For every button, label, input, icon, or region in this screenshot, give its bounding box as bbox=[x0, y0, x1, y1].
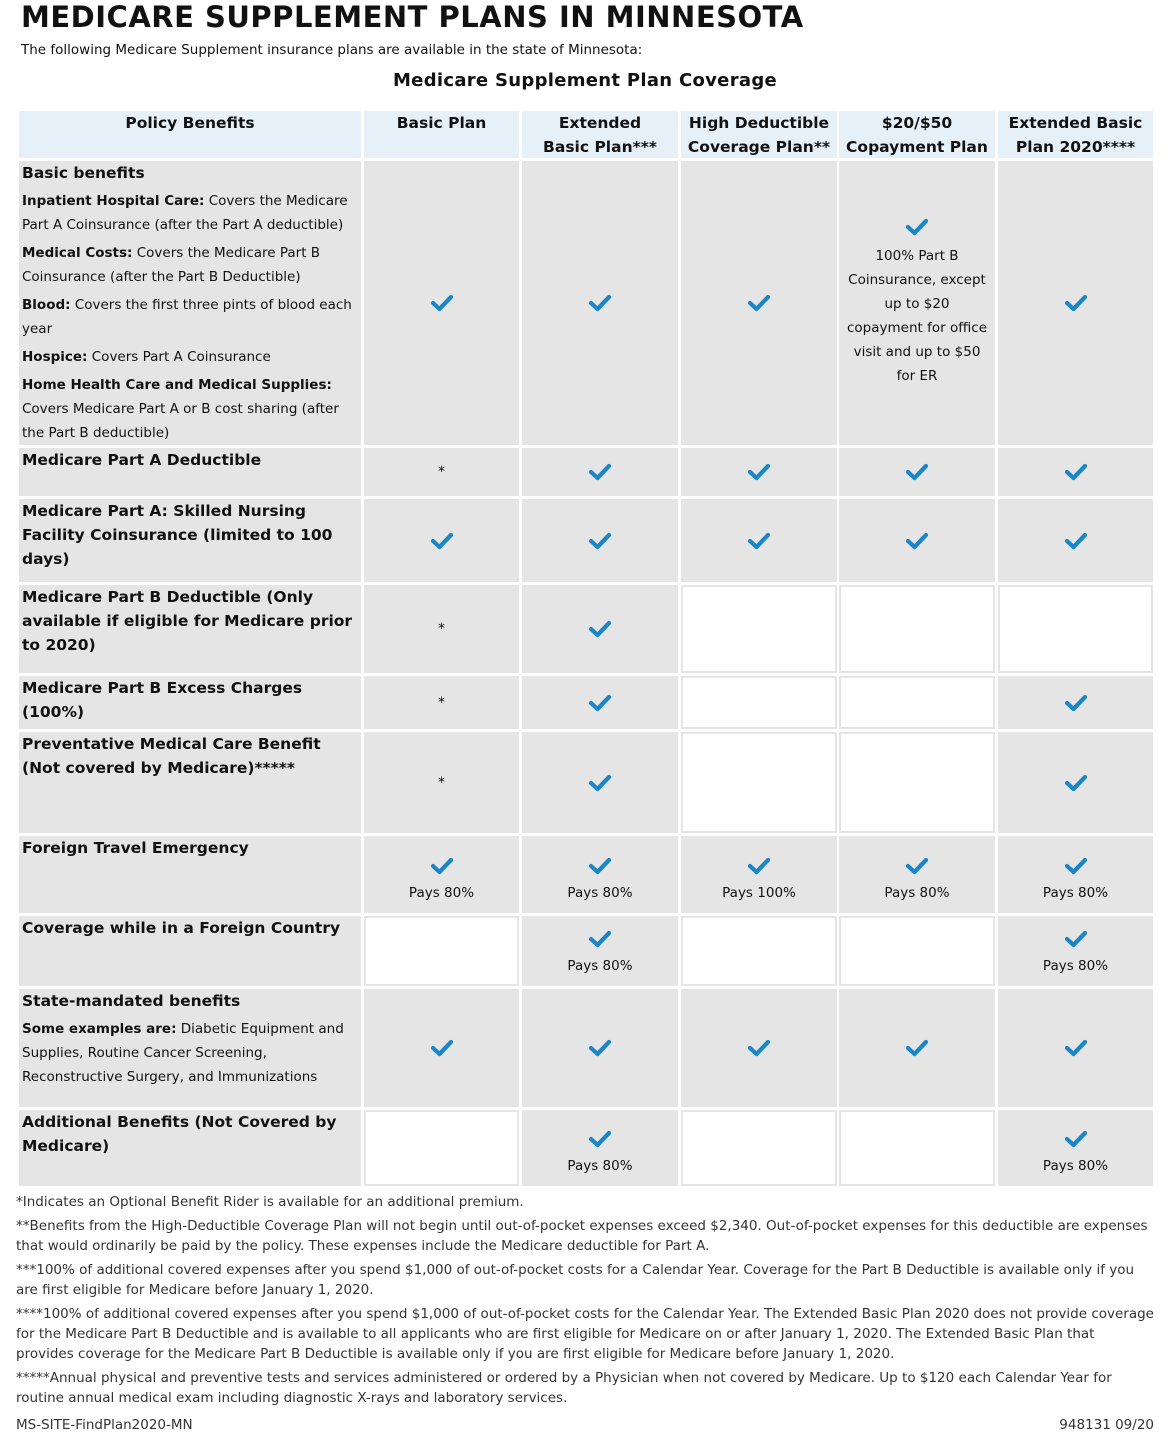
plan-cell bbox=[839, 585, 995, 673]
plan-cell-content bbox=[681, 1039, 837, 1057]
plan-cell bbox=[998, 989, 1153, 1107]
benefit-title: Medicare Part A: Skilled Nursing Facility Coinsurance (limited to 100 days) bbox=[22, 502, 333, 568]
plan-cell bbox=[522, 989, 678, 1107]
plan-cell bbox=[998, 916, 1153, 986]
plan-cell-content bbox=[998, 857, 1153, 913]
header-label: Policy Benefits bbox=[125, 114, 255, 132]
plan-cell bbox=[839, 448, 995, 496]
benefit-detail bbox=[22, 373, 357, 445]
checkmark-icon bbox=[430, 294, 454, 312]
checkmark-icon bbox=[588, 774, 612, 792]
plan-cell-content bbox=[839, 463, 995, 481]
plan-cell-content bbox=[839, 857, 995, 913]
plan-cell bbox=[522, 836, 678, 913]
plan-cell bbox=[364, 161, 519, 445]
plan-cell bbox=[681, 499, 837, 582]
optional-rider-marker: * bbox=[438, 694, 445, 711]
benefit-cell bbox=[19, 448, 361, 496]
checkmark-icon bbox=[1064, 1130, 1088, 1148]
benefit-title: State-mandated benefits bbox=[22, 992, 241, 1010]
checkmark-icon bbox=[905, 463, 929, 481]
checkmark-icon bbox=[588, 1039, 612, 1057]
plan-cell bbox=[839, 916, 995, 986]
plan-cell bbox=[681, 585, 837, 673]
checkmark-icon bbox=[430, 532, 454, 550]
plan-cell bbox=[364, 585, 519, 673]
plan-cell bbox=[998, 836, 1153, 913]
plan-cell-content bbox=[681, 463, 837, 481]
coverage-note: Pays 80% bbox=[567, 885, 633, 901]
checkmark-icon bbox=[1064, 930, 1088, 948]
plan-cell bbox=[839, 1110, 995, 1186]
header-plan-line: High Deductible bbox=[688, 114, 830, 132]
checkmark-icon bbox=[747, 532, 771, 550]
footnote: ***100% of additional covered expenses after you spend $1,000 of out-of-pocket costs for a Calendar Year. Coverage for the Part B Deductible is available only if you are first eligible for Medicare before January 1, 2020. bbox=[16, 1262, 1135, 1298]
benefit-cell bbox=[19, 989, 361, 1107]
plan-cell-content bbox=[522, 774, 678, 792]
plan-cell bbox=[364, 989, 519, 1107]
checkmark-icon bbox=[430, 1039, 454, 1057]
header-plan bbox=[522, 111, 678, 158]
benefit-cell bbox=[19, 916, 361, 986]
plan-cell bbox=[522, 161, 678, 445]
checkmark-icon bbox=[588, 857, 612, 875]
checkmark-icon bbox=[588, 694, 612, 712]
benefit-detail-text: Covers the first three pints of blood each year bbox=[22, 297, 352, 337]
footer-form-number: 948131 09/20 bbox=[1059, 1417, 1154, 1433]
coverage-note: Pays 80% bbox=[567, 1158, 633, 1174]
footnotes bbox=[16, 1192, 1156, 1412]
benefit-detail-label: Some examples are: bbox=[22, 1021, 177, 1037]
benefit-title: Medicare Part B Excess Charges (100%) bbox=[22, 679, 303, 721]
header-plan-line: Plan 2020**** bbox=[1015, 138, 1136, 156]
benefit-title: Foreign Travel Emergency bbox=[22, 839, 249, 857]
plan-cell-content bbox=[522, 532, 678, 550]
benefit-detail-label: Medical Costs: bbox=[22, 245, 133, 261]
footer-code: MS-SITE-FindPlan2020-MN bbox=[16, 1417, 193, 1433]
benefit-detail bbox=[22, 241, 357, 289]
benefit-title: Medicare Part A Deductible bbox=[22, 451, 262, 469]
benefit-title: Medicare Part B Deductible (Only available if eligible for Medicare prior to 2020) bbox=[22, 588, 353, 654]
benefit-detail bbox=[22, 345, 357, 369]
plan-cell bbox=[364, 448, 519, 496]
plan-cell-content bbox=[839, 218, 995, 388]
plan-cell bbox=[364, 732, 519, 833]
plan-cell-content bbox=[998, 1039, 1153, 1057]
benefit-detail-label: Hospice: bbox=[22, 349, 88, 365]
checkmark-icon bbox=[1064, 774, 1088, 792]
plan-cell-content bbox=[522, 857, 678, 913]
checkmark-icon bbox=[430, 857, 454, 875]
header-plan-line: Copayment Plan bbox=[846, 138, 988, 156]
checkmark-icon bbox=[905, 857, 929, 875]
plan-cell bbox=[681, 448, 837, 496]
checkmark-icon bbox=[588, 620, 612, 638]
checkmark-icon bbox=[1064, 857, 1088, 875]
checkmark-icon bbox=[747, 294, 771, 312]
optional-rider-marker: * bbox=[438, 774, 445, 791]
coverage-note: Pays 80% bbox=[1042, 1158, 1109, 1174]
plan-cell bbox=[522, 448, 678, 496]
benefit-title: Preventative Medical Care Benefit (Not covered by Medicare)***** bbox=[22, 735, 321, 777]
plan-cell-content bbox=[681, 857, 837, 913]
header-plan-line: Extended Basic bbox=[1008, 114, 1143, 132]
plan-cell-content bbox=[998, 1130, 1153, 1186]
benefit-detail-text: Covers the Medicare Part B Coinsurance (after the Part B Deductible) bbox=[22, 245, 321, 285]
plan-cell bbox=[839, 499, 995, 582]
plan-cell-content bbox=[364, 622, 519, 636]
coverage-note: Pays 80% bbox=[408, 885, 475, 901]
plan-cell bbox=[998, 161, 1153, 445]
checkmark-icon bbox=[588, 532, 612, 550]
footnote: **Benefits from the High-Deductible Coverage Plan will not begin until out-of-pocket expenses exceed $2,340. Out-of-pocket expenses for this deductible are expenses that would ordinarily be paid by the policy. These expenses include the Medicare deductible for Part A. bbox=[16, 1218, 1148, 1254]
plan-cell-content bbox=[522, 620, 678, 638]
benefit-cell bbox=[19, 676, 361, 729]
plan-cell-content bbox=[839, 532, 995, 550]
checkmark-icon bbox=[747, 463, 771, 481]
plan-cell bbox=[998, 732, 1153, 833]
header-plan bbox=[364, 111, 519, 158]
checkmark-icon bbox=[588, 463, 612, 481]
benefit-detail-text: Covers the Medicare Part A Coinsurance (after the Part A deductible) bbox=[22, 193, 348, 233]
benefit-cell bbox=[19, 161, 361, 445]
plan-cell bbox=[998, 448, 1153, 496]
benefit-cell bbox=[19, 836, 361, 913]
plan-cell bbox=[522, 499, 678, 582]
benefit-detail-label: Inpatient Hospital Care: bbox=[22, 193, 205, 209]
coverage-note: Pays 80% bbox=[884, 885, 950, 901]
benefit-title: Coverage while in a Foreign Country bbox=[22, 919, 341, 937]
checkmark-icon bbox=[1064, 1039, 1088, 1057]
header-plan-line: Basic Plan bbox=[396, 114, 487, 132]
plan-cell bbox=[839, 732, 995, 833]
plan-cell bbox=[681, 161, 837, 445]
plan-cell-content bbox=[364, 857, 519, 913]
plan-cell-content bbox=[364, 776, 519, 790]
checkmark-icon bbox=[1064, 463, 1088, 481]
plan-cell-content bbox=[364, 465, 519, 479]
plan-cell bbox=[522, 916, 678, 986]
benefit-cell bbox=[19, 732, 361, 833]
checkmark-icon bbox=[588, 294, 612, 312]
header-plan-line: Basic Plan*** bbox=[543, 138, 657, 156]
plan-cell bbox=[681, 916, 837, 986]
plan-cell bbox=[364, 499, 519, 582]
plan-cell bbox=[522, 676, 678, 729]
benefit-detail bbox=[22, 293, 357, 341]
plan-cell bbox=[998, 499, 1153, 582]
plan-cell-content bbox=[522, 294, 678, 312]
checkmark-icon bbox=[747, 857, 771, 875]
checkmark-icon bbox=[905, 1039, 929, 1057]
benefit-title: Additional Benefits (Not Covered by Medicare) bbox=[22, 1113, 337, 1155]
checkmark-icon bbox=[905, 532, 929, 550]
header-plan bbox=[681, 111, 837, 158]
plan-cell bbox=[522, 1110, 678, 1186]
checkmark-icon bbox=[588, 930, 612, 948]
plan-cell bbox=[998, 585, 1153, 673]
plan-cell bbox=[681, 676, 837, 729]
benefit-detail-text: Covers Medicare Part A or B cost sharing (after the Part B deductible) bbox=[22, 401, 339, 441]
plan-cell-content bbox=[522, 694, 678, 712]
table-title: Medicare Supplement Plan Coverage bbox=[392, 70, 778, 91]
coverage-note: Pays 80% bbox=[1042, 958, 1109, 974]
plan-cell bbox=[839, 836, 995, 913]
plan-cell-content bbox=[998, 694, 1153, 712]
header-plan bbox=[839, 111, 995, 158]
plan-cell bbox=[998, 1110, 1153, 1186]
benefit-cell bbox=[19, 585, 361, 673]
checkmark-icon bbox=[1064, 294, 1088, 312]
benefit-detail-text: Covers Part A Coinsurance bbox=[87, 349, 271, 365]
plan-cell-content bbox=[998, 463, 1153, 481]
coverage-note: Pays 80% bbox=[1042, 885, 1109, 901]
plan-cell bbox=[364, 836, 519, 913]
plan-cell-content bbox=[681, 532, 837, 550]
coverage-note: Pays 80% bbox=[567, 958, 633, 974]
plan-cell-content bbox=[364, 294, 519, 312]
footnote: *Indicates an Optional Benefit Rider is available for an additional premium. bbox=[16, 1194, 524, 1210]
plan-cell-content bbox=[998, 532, 1153, 550]
footnote: ****100% of additional covered expenses after you spend $1,000 of out-of-pocket costs for the Calendar Year. The Extended Basic Plan 2020 does not provide coverage for the Medicare Part B Deductible and is available to all applicants who are first eligible for Medicare on or after January 1, 2020. The Extended Basic Plan that provides coverage for the Medicare Part B Deductible is available only if you are first eligible for Medicare before January 1, 2020. bbox=[16, 1306, 1154, 1362]
benefit-detail-text: Diabetic Equipment and Supplies, Routine Cancer Screening, Reconstructive Surgery, and Immunizations bbox=[22, 1021, 344, 1085]
plan-cell-content bbox=[364, 696, 519, 710]
coverage-note: 100% Part B Coinsurance, except up to $20 copayment for office visit and up to $50 for ER bbox=[847, 248, 988, 384]
checkmark-icon bbox=[588, 1130, 612, 1148]
benefit-detail-label: Blood: bbox=[22, 297, 71, 313]
benefit-detail-label: Home Health Care and Medical Supplies: bbox=[22, 377, 332, 393]
header-plan bbox=[998, 111, 1153, 158]
plan-cell-content bbox=[522, 1039, 678, 1057]
plan-cell-content bbox=[998, 774, 1153, 792]
benefit-title: Basic benefits bbox=[22, 164, 145, 182]
plan-cell bbox=[839, 161, 995, 445]
optional-rider-marker: * bbox=[438, 464, 445, 480]
benefit-cell bbox=[19, 1110, 361, 1186]
plan-cell-content bbox=[998, 930, 1153, 986]
plan-cell bbox=[839, 989, 995, 1107]
benefit-cell bbox=[19, 499, 361, 582]
plan-cell bbox=[364, 1110, 519, 1186]
plan-cell-content bbox=[364, 532, 519, 550]
plan-cell bbox=[839, 676, 995, 729]
plan-cell bbox=[998, 676, 1153, 729]
plan-cell bbox=[681, 1110, 837, 1186]
plan-cell bbox=[522, 732, 678, 833]
checkmark-icon bbox=[905, 218, 929, 236]
plan-cell-content bbox=[681, 294, 837, 312]
checkmark-icon bbox=[747, 1039, 771, 1057]
plan-cell bbox=[681, 732, 837, 833]
page-title: MEDICARE SUPPLEMENT PLANS IN MINNESOTA bbox=[21, 0, 804, 34]
benefit-detail bbox=[22, 189, 357, 237]
plan-cell-content bbox=[522, 463, 678, 481]
plan-cell-content bbox=[839, 1039, 995, 1057]
coverage-note: Pays 100% bbox=[722, 885, 796, 901]
footnote: *****Annual physical and preventive tests and services administered or ordered by a Physician when not covered by Medicare. Up to $120 each Calendar Year for routine annual medical exam including diagnostic X-rays and laboratory services. bbox=[16, 1370, 1112, 1406]
header-plan-line: $20/$50 bbox=[881, 114, 953, 132]
intro-text: The following Medicare Supplement insurance plans are available in the state of Minnesota: bbox=[21, 42, 643, 58]
plan-cell bbox=[681, 989, 837, 1107]
checkmark-icon bbox=[1064, 532, 1088, 550]
optional-rider-marker: * bbox=[438, 621, 445, 637]
plan-cell-content bbox=[364, 1039, 519, 1057]
header-plan-line: Extended bbox=[558, 114, 642, 132]
plan-cell bbox=[364, 916, 519, 986]
header-policy-benefits bbox=[19, 111, 361, 158]
plan-cell bbox=[681, 836, 837, 913]
header-plan-line: Coverage Plan** bbox=[687, 138, 831, 156]
checkmark-icon bbox=[1064, 694, 1088, 712]
plan-cell-content bbox=[522, 930, 678, 986]
benefit-detail bbox=[22, 1017, 357, 1089]
plan-cell bbox=[364, 676, 519, 729]
plan-cell-content bbox=[522, 1130, 678, 1186]
plan-cell-content bbox=[998, 294, 1153, 312]
plan-cell bbox=[522, 585, 678, 673]
